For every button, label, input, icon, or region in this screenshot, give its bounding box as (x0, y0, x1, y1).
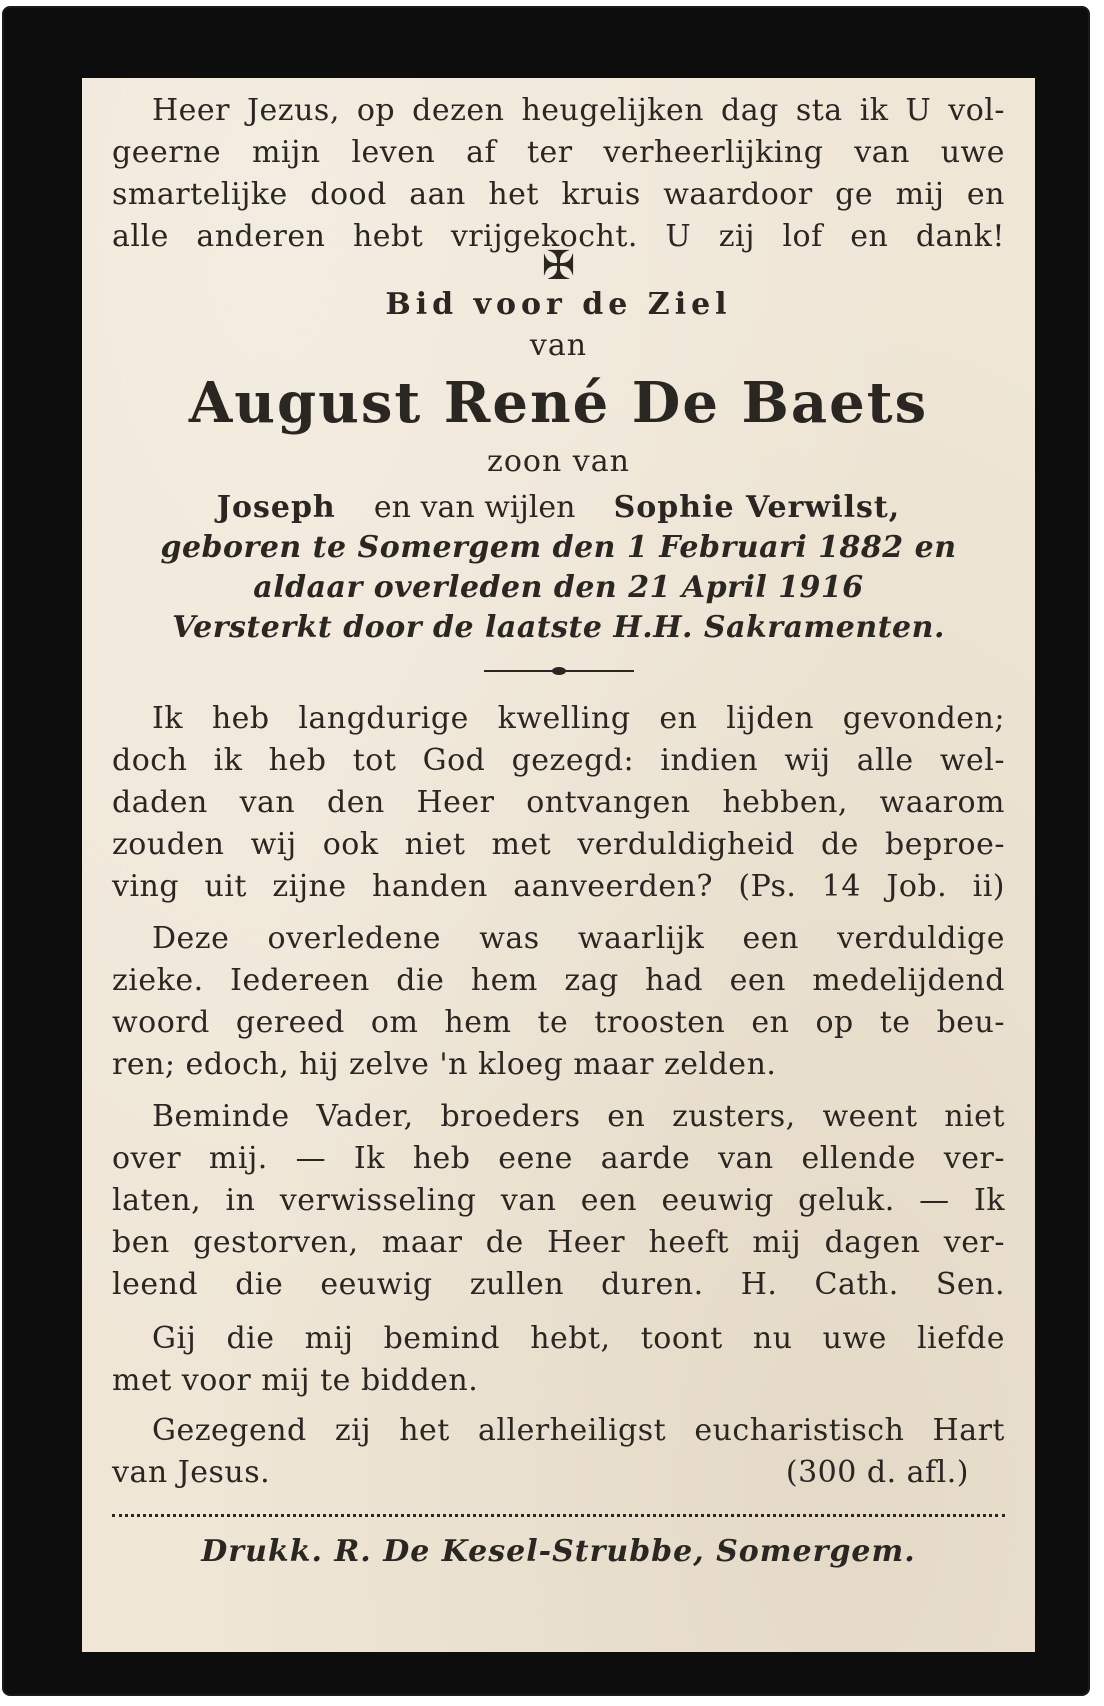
blessing-last-line (112, 1452, 1005, 1494)
paragraph-line: ving uit zijne handen aanveerden? (Ps. 14 Job. ii) (112, 869, 1005, 904)
paragraph-line: Gij die mij bemind hebt, toont nu uwe liefde (152, 1321, 1005, 1356)
paragraph-line: woord gereed om hem te troosten en op te beu- (112, 1005, 1005, 1040)
dotted-rule (112, 1514, 1005, 1517)
deceased-name: August René De Baets (188, 370, 929, 436)
paragraph-line: ren; edoch, hij zelve 'n kloeg maar zelden. (112, 1047, 777, 1082)
paragraph-line: Deze overledene was waarlijk een verduldige (152, 921, 1005, 956)
paragraph-line: laten, in verwisseling van een eeuwig geluk. — Ik (112, 1183, 1005, 1218)
father-name: Joseph (216, 490, 336, 525)
paragraph-line: met voor mij te bidden. (112, 1363, 479, 1398)
paragraph-line: Ik heb langdurige kwelling en lijden gevonden; (152, 701, 1005, 736)
opening-prayer (112, 90, 1005, 258)
birth-line: geboren te Somergem den 1 Februari 1882 en (160, 530, 957, 565)
paragraph-suffering (112, 698, 1005, 908)
cross-icon: ✠ (541, 243, 576, 289)
of-label: van (529, 328, 588, 363)
memorial-card-border (4, 8, 1088, 1694)
paragraph-line: over mij. — Ik heb eene aarde van ellende ver- (112, 1141, 1005, 1176)
printer-credit: Drukk. R. De Kesel-Strubbe, Somergem. (201, 1534, 916, 1569)
parents-line (112, 488, 1005, 528)
paragraph-line: Gezegend zij het allerheiligst eucharistisch Hart (152, 1413, 1005, 1448)
prayer-line: geerne mijn leven af ter verheerlijking van uwe (112, 135, 1005, 170)
parents-link: en van wijlen (373, 490, 576, 525)
paragraph-line: zouden wij ook niet met verduldigheid de beproe- (112, 827, 1005, 862)
paragraph-line: daden van den Heer ontvangen hebben, waarom (112, 785, 1005, 820)
paragraph-love (112, 1318, 1005, 1402)
blessing-closing: van Jesus. (112, 1455, 271, 1490)
paragraph-line: ben gestorven, maar de Heer heeft mij dagen ver- (112, 1225, 1005, 1260)
paragraph-line: leend die eeuwig zullen duren. H. Cath. Sen. (112, 1267, 1005, 1302)
son-of-label: zoon van (487, 444, 630, 479)
paragraph-farewell (112, 1096, 1005, 1306)
mother-name: Sophie Verwilst, (613, 490, 901, 525)
sacraments-line: Versterkt door de laatste H.H. Sakramenten. (172, 610, 945, 645)
paragraph-blessing (112, 1410, 1005, 1452)
prayer-line: alle anderen hebt vrijgekocht. U zij lof en dank! (112, 219, 1005, 254)
paragraph-line: zieke. Iedereen die hem zag had een medelijdend (112, 963, 1005, 998)
prayer-line: smartelijke dood aan het kruis waardoor ge mij en (112, 177, 1005, 212)
paragraph-line: doch ik heb tot God gezegd: indien wij alle wel- (112, 743, 1005, 778)
indulgence-note: (300 d. afl.) (785, 1455, 969, 1490)
pray-for-heading: Bid voor de Ziel (385, 287, 732, 322)
death-line: aldaar overleden den 21 April 1916 (253, 570, 864, 605)
paragraph-line: Beminde Vader, broeders en zusters, weent niet (152, 1099, 1005, 1134)
prayer-line: Heer Jezus, op dezen heugelijken dag sta ik U vol- (152, 93, 1005, 128)
ornament-dot (552, 667, 566, 675)
paragraph-patience (112, 918, 1005, 1086)
memorial-card-paper (82, 78, 1035, 1652)
